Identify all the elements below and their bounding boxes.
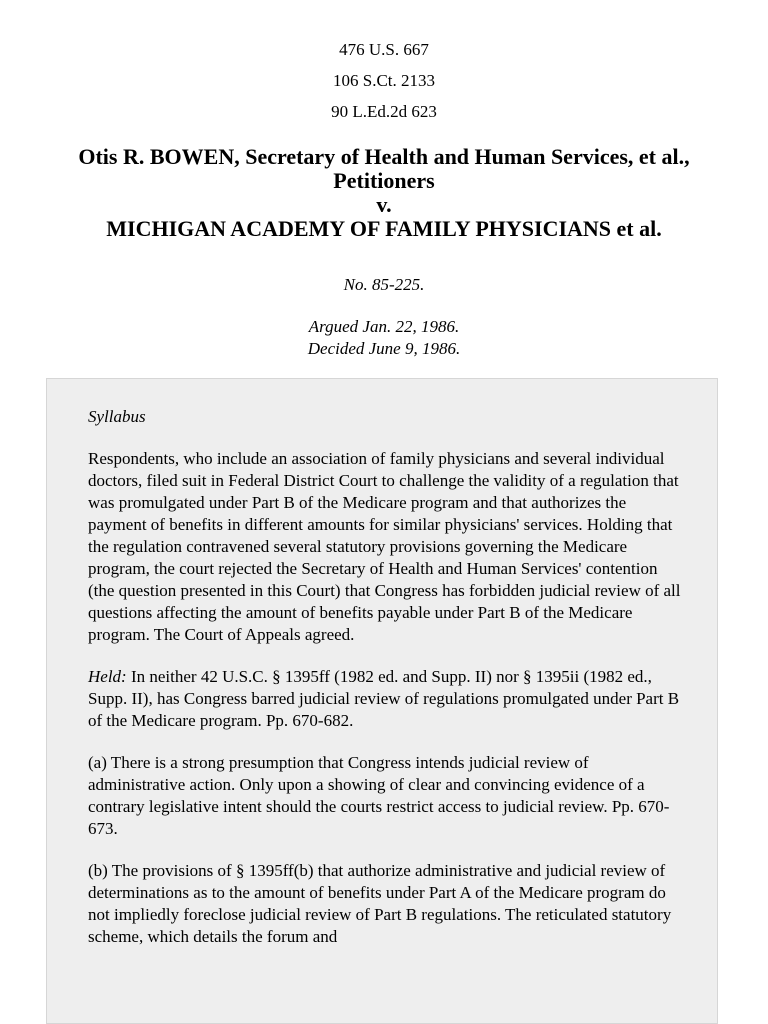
syllabus-heading: Syllabus [88,407,146,426]
petitioner-name: Otis R. BOWEN, Secretary of Health and Human Services, et al., Petitioners [78,144,690,193]
citations-block [0,34,768,127]
point-b-paragraph: (b) The provisions of § 1395ff(b) that authorize administrative and judicial review of determinations as to the amount of benefits under Part A of the Medicare program do not impliedly foreclose judicial review of Part B regulations. The reticulated statutory scheme, which details the forum and [88,861,672,946]
case-title [40,145,728,241]
syllabus-box [46,378,718,1024]
held-paragraph [88,666,688,732]
case-dates [0,316,768,360]
held-text: In neither 42 U.S.C. § 1395ff (1982 ed. and Supp. II) nor § 1395ii (1982 ed., Supp. II), has Congress barred judicial review of regulations promulgated under Part B of the Medicare program. Pp. 670-682. [88,667,680,730]
argued-date: Argued Jan. 22, 1986. [308,317,460,336]
syllabus-intro-paragraph: Respondents, who include an association of family physicians and several individual doctors, filed suit in Federal District Court to challenge the validity of a regulation that was promulgated under Part B of the Medicare program and that authorizes the payment of benefits in different amounts for similar physicians' services. Holding that the regulation contravened several statutory provisions governing the Medicare program, the court rejected the Secretary of Health and Human Services' contention (the question presented in this Court) that Congress has forbidden judicial review of all questions affecting the amount of benefits payable under Part B of the Medicare program. The Court of Appeals agreed. [88,449,681,644]
point-a-paragraph: (a) There is a strong presumption that Congress intends judicial review of administrative action. Only upon a showing of clear and convincing evidence of a contrary legislative intent should the courts restrict access to judicial review. Pp. 670-673. [88,753,670,838]
lawyers-edition-citation: 90 L.Ed.2d 623 [331,102,437,121]
respondent-name: MICHIGAN ACADEMY OF FAMILY PHYSICIANS et al. [106,216,662,241]
decided-date: Decided June 9, 1986. [307,339,461,358]
supreme-court-reporter-citation: 106 S.Ct. 2133 [332,71,436,90]
syllabus-content [88,406,688,968]
us-reports-citation: 476 U.S. 667 [339,40,429,59]
held-label: Held: [88,667,127,686]
versus-label: v. [376,192,392,217]
docket-number: No. 85-225. [343,275,425,294]
